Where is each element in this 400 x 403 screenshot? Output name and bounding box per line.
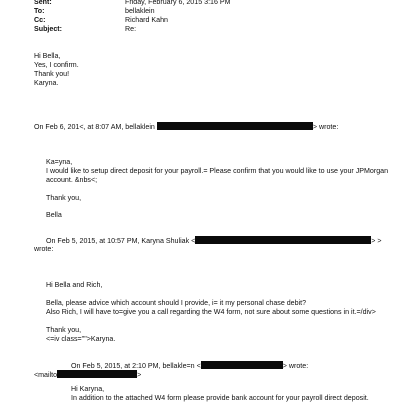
cc-label: Cc: bbox=[34, 16, 46, 24]
quote-3-mailto-text: <mailto bbox=[34, 371, 58, 379]
quote-2-line-1: Hi Bella and Rich, bbox=[46, 281, 103, 289]
to-value: bellaklein bbox=[125, 7, 155, 15]
reply-greeting: Hi Bella, bbox=[34, 52, 61, 60]
quote-1-attribution-text: On Feb 6, 201<, at 8:07 AM, bellaklein bbox=[34, 123, 155, 131]
quote-1-line-2: I would like to setup direct deposit for your payroll.= Please confirm that you would like to use your JPMorgan bbox=[46, 167, 389, 175]
to-label: To: bbox=[34, 7, 45, 15]
quote-2-line-3: Also Rich, I will have to=give you a call regarding the W4 form, not sure about some questions in it.=/div> bbox=[46, 308, 376, 316]
quote-1-attribution bbox=[34, 122, 338, 132]
redaction-bar bbox=[157, 122, 313, 130]
quote-2-attribution-text: On Feb 5, 2015, at 10:57 PM, Karyna Shuliak < bbox=[46, 237, 196, 245]
subject-label: Subject: bbox=[34, 25, 62, 33]
redaction-bar bbox=[201, 361, 283, 369]
quote-3-line-2: In addition to the attached W4 form please provide bank account for your payroll direct deposit. bbox=[71, 394, 369, 402]
quote-1-line-3: account. &nbs<; bbox=[46, 176, 98, 184]
quote-2-line-4: Thank you, bbox=[46, 326, 82, 334]
quote-1-line-5: Bella bbox=[46, 211, 62, 219]
quote-2-attribution-end: > > bbox=[371, 237, 382, 245]
reply-line-3: Karyna. bbox=[34, 79, 59, 87]
redaction-bar bbox=[195, 236, 371, 244]
redaction-bar bbox=[57, 370, 137, 378]
sent-value: Friday, February 6, 2015 3:16 PM bbox=[125, 0, 231, 6]
reply-line-1: Yes, I confirm. bbox=[34, 61, 79, 69]
quote-1-attribution-end: > wrote: bbox=[312, 123, 339, 131]
quote-1-line-1: Ka=yna, bbox=[46, 158, 73, 166]
sent-label: Sent: bbox=[34, 0, 52, 6]
subject-value: Re: bbox=[125, 25, 137, 33]
quote-1-line-4: Thank you, bbox=[46, 194, 82, 202]
quote-2-attribution bbox=[46, 236, 382, 246]
quote-3-attribution-end: > wrote: bbox=[282, 362, 309, 370]
quote-2-line-5: <=iv class="">Karyna. bbox=[46, 335, 116, 343]
quote-3-mailto bbox=[34, 370, 141, 380]
quote-3-attribution-text: On Feb 5, 2015, at 2:10 PM, bellakle=n < bbox=[71, 362, 201, 370]
quote-2-line-2: Bella, please advice which account should I provide, i= it my personal chase debit? bbox=[46, 299, 307, 307]
cc-value: Richard Kahn bbox=[125, 16, 168, 24]
quote-3-mailto-end: > bbox=[137, 371, 142, 379]
quote-2-attribution-wrap: wrote: bbox=[34, 245, 54, 253]
quote-3-line-1: Hi Karyna, bbox=[71, 385, 105, 393]
reply-line-2: Thank you! bbox=[34, 70, 70, 78]
